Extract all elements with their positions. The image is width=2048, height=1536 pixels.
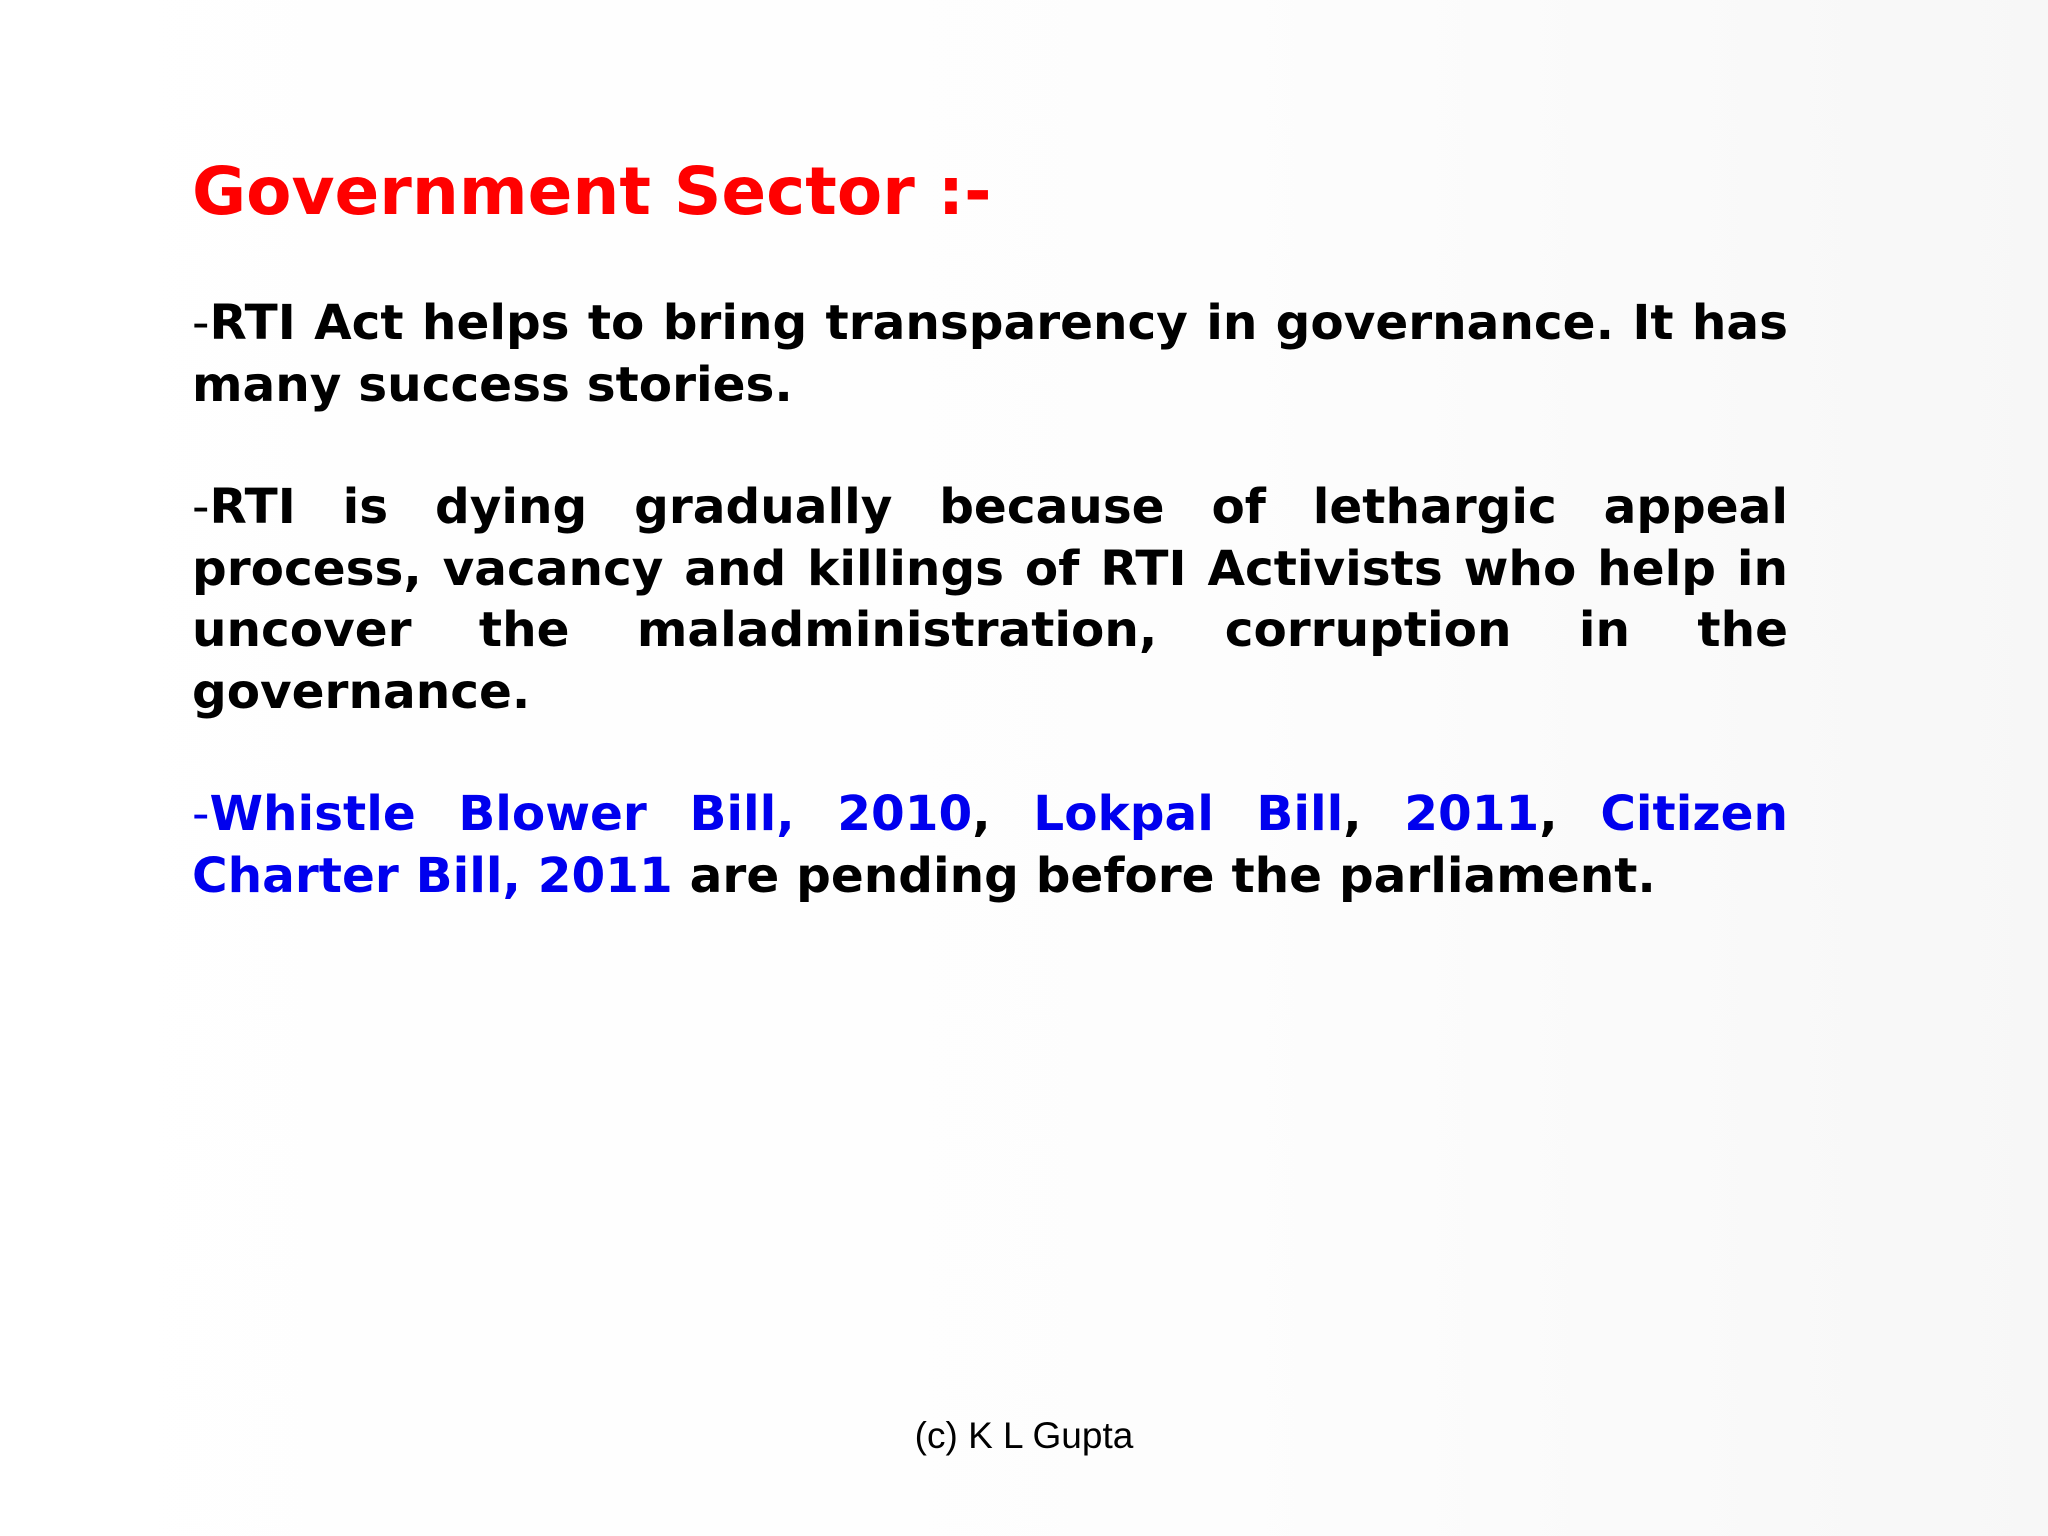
- bullet-text: RTI Act helps to bring transparency in governance. It has many success stories.: [192, 295, 1788, 413]
- pending-text: are pending before the parliament.: [672, 847, 1656, 904]
- bullet-rti-dying: [192, 477, 1788, 723]
- separator: ,: [1539, 786, 1601, 842]
- lokpal-bill: Lokpal Bill: [1033, 786, 1344, 842]
- bullet-rti-transparency: [192, 293, 1788, 416]
- lokpal-bill-year: 2011: [1404, 786, 1540, 842]
- copyright-footer: (c) K L Gupta: [914, 1415, 1134, 1456]
- separator: ,: [972, 786, 1034, 842]
- citizen-charter-bill: Citizen Charter Bill, 2011: [192, 786, 1788, 904]
- bullet-dash: -: [192, 786, 210, 842]
- separator: ,: [1343, 786, 1405, 842]
- slide-title: Government Sector :-: [192, 153, 992, 230]
- bullet-pending-bills: [192, 784, 1788, 907]
- bullet-dash: -: [192, 479, 210, 535]
- bullet-dash: -: [192, 295, 210, 351]
- whistle-blower-bill: Whistle Blower Bill, 2010: [209, 786, 973, 842]
- slide-body: [192, 293, 1788, 968]
- bullet-text: RTI is dying gradually because of lethargic appeal process, vacancy and killings of RTI Activists who help in uncover the maladministration, corruption in the governance.: [192, 479, 1788, 720]
